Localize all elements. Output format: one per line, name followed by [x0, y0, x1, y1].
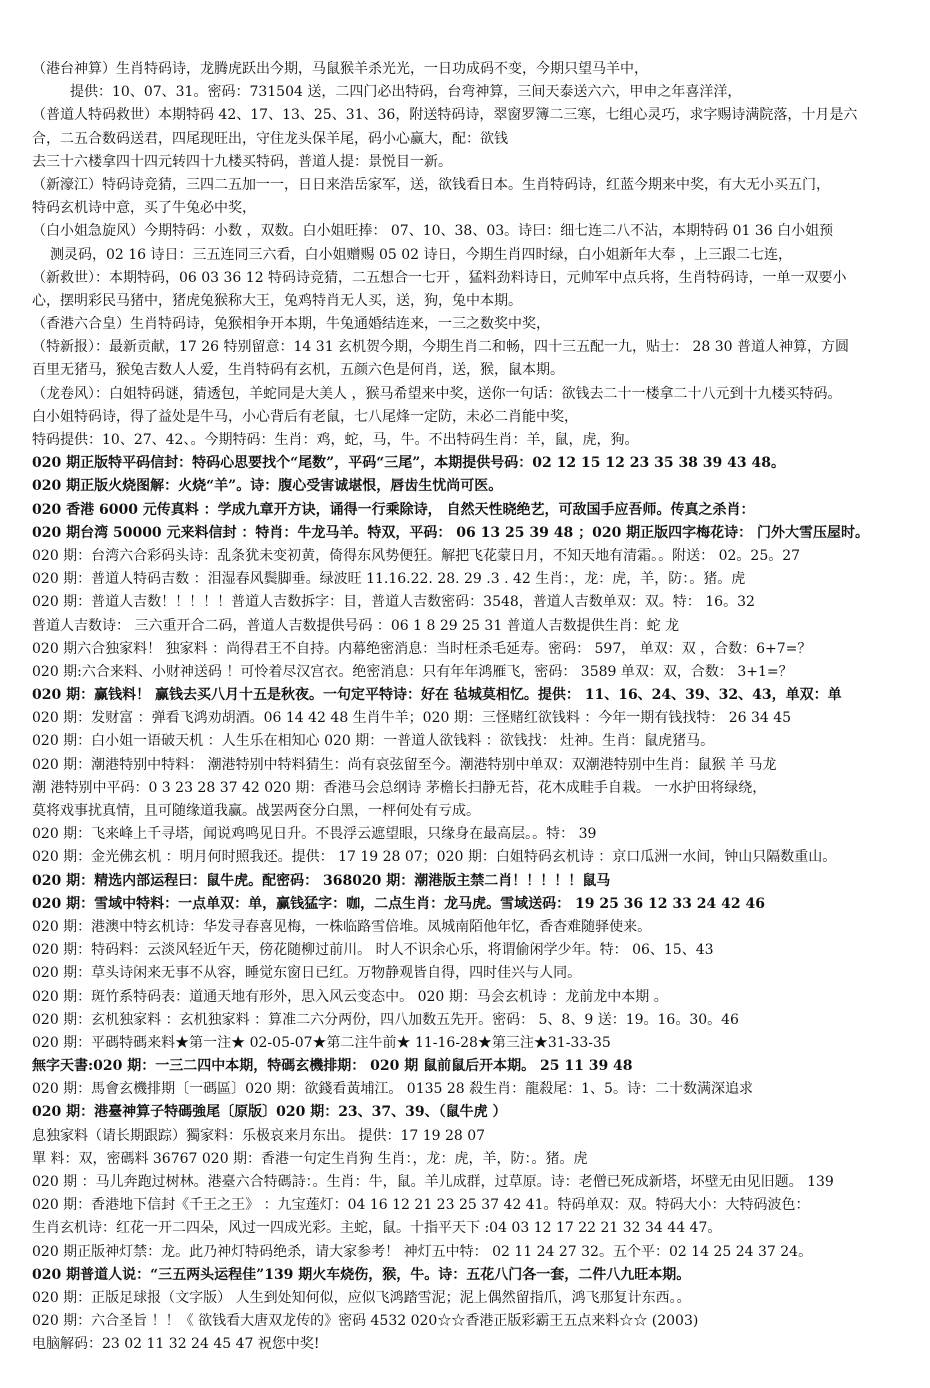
text-line: 020 期：飞来峰上千寻塔，闻说鸡鸣见日升。不畏浮云遮望眼，只缘身在最高层。。特： 39: [32, 826, 597, 843]
text-line: 020 期：台湾六合彩码头诗：乱条犹未变初黄，倚得东风势便狂。解把飞花蒙日月，不知天地有清霜。。附送： 02。25。27: [32, 547, 801, 564]
text-line: 020 期：平碼特碼来料★第一注★ 02-05-07★第二注牛前★ 11-16-28★第三注★31-33-35: [32, 1034, 611, 1051]
text-line: （新濠江）特码诗竞猜，三四二五加一一，日日来浩岳家军，送，欲钱看日本。生肖特码诗，红蓝今期来中奖，有大无小买五门，: [32, 176, 830, 193]
text-line: 020 期：普道人特码吉数 ：泪湿春风鬓脚垂。绿波旺 11.16.22. 28. 29 .3 . 42 生肖：，龙：虎，羊，防：。猪。虎: [32, 571, 746, 588]
text-line: 020 期：草头诗闲来无事不从容，睡觉东窗日已红。万物静观皆自得，四时佳兴与人同。: [32, 965, 582, 982]
text-line: 020 期：馬會玄機排期〔一碼區〕020 期：欲錢看黃埔江。 0135 28 殺生肖：龍殺尾：1、5。诗：二十数满深追求: [32, 1081, 753, 1098]
text-line: 生肖玄机诗：红花一开二四朵，风过一四成光彩。主蛇，鼠。十指平天下 :04 03 12 17 22 21 32 34 44 47。: [32, 1220, 722, 1237]
text-line: 电脑解码：23 02 11 32 24 45 47 祝您中奖!: [32, 1336, 320, 1353]
text-line: 息独家料（请长期跟踪）獨家料：乐极哀来月东出。 提供：17 19 28 07: [32, 1127, 486, 1144]
text-line: 020 期普道人说：“三五两头运程佳”139 期火车烧伤，猴，牛。诗：五花八门各一套，二件八九旺本期。: [32, 1266, 691, 1283]
text-line: 合，二五合数码送君，四尾现旺出，守住龙头保羊尾，码小心赢大，配：欲钱: [32, 130, 508, 147]
text-line: 莫将戏事扰真情，且可随缘道我赢。战罢两奁分白黑，一枰何处有亏成。: [32, 803, 480, 819]
lottery-text-document: [32, 58, 912, 1357]
text-line: 去三十六楼拿四十四元转四十九楼买特码，普道人提：景悦目一新。: [32, 153, 452, 170]
text-line: 心，摆明彩民马猪中，猪虎兔猴称大王，兔鸡特肖无人买，送，狗，兔中本期。: [32, 292, 522, 309]
text-line: 020 期：玄机独家料 ：玄机独家料 ：算准二六分两份，四八加数五先开。密码： 5、8、9 送：19。16。30。46: [32, 1011, 739, 1028]
text-line: 潮 港特别中平码：0 3 23 28 37 42 020 期：香港马会总纲诗 茅檐长扫静无苔，花木成畦手自栽。 一水护田将绿绕，: [32, 779, 767, 796]
text-line: 020 期正版火烧图解：火烧“羊”。诗：腹心受害诚堪恨，唇齿生忧尚可医。: [32, 478, 503, 495]
text-line: 020 期：特码料：云淡风轻近午天，傍花随柳过前川。 时人不识余心乐，将谓偷闲学少年。特： 06、15、43: [32, 942, 714, 959]
text-line: 020 期：金光佛玄机 ：明月何时照我还。提供： 17 19 28 07；020 期：白姐特码玄机诗 ：京口瓜洲一水间，钟山只隔数重山。: [32, 849, 837, 866]
text-line: 020 期：港臺神算子特碼強尾〔原版〕020 期：23、37、39、（鼠牛虎 ）: [32, 1104, 507, 1121]
text-line: 百里无猪马，猴兔吉数人人爱，生肖特码有玄机，五颜六色是何肖，送，猴，鼠本期。: [32, 362, 564, 379]
text-line: 單 料：双，密碼料 36767 020 期：香港一句定生肖狗 生肖：，龙：虎，羊，防：。猪。虎: [32, 1150, 588, 1167]
text-line: 020 期：发财富 ：弹看飞鸿劝胡酒。06 14 42 48 生肖牛羊；020 期：三怪赌红欲钱料 ：今年一期有钱找特： 26 34 45: [32, 710, 792, 727]
text-line: （特新报）：最新贡献，17 26 特别留意：14 31 玄机贺今期，今期生肖二和畅，四十三五配一九，贴士： 28 30 普道人神算，方圆: [32, 339, 850, 356]
text-line: 無字天書:020 期：一三二四中本期，特碼玄機排期： 020 期 鼠前鼠后开本期。 25 11 39 48: [32, 1058, 633, 1075]
text-line: 020 期：白小姐一语破天机 ：人生乐在相知心 020 期：一普道人欲钱料 ：欲钱找： 灶神。生肖：鼠虎猪马。: [32, 733, 715, 750]
text-line: 020 期正版神灯禁：龙。此乃神灯特码绝杀，请大家参考！ 神灯五中特： 02 11 24 27 32。五个平：02 14 25 24 37 24。: [32, 1243, 813, 1260]
text-line: （普道人特码救世）本期特码 42、17、13、25、31、36，附送特码诗，翠窗罗簿二三寒，七组心灵巧，求字赐诗满院落，十月是六: [32, 107, 858, 124]
text-line: 020 期台湾 50000 元来料信封 ：特肖：牛龙马羊。特双，平码： 06 13 25 39 48 ；020 期正版四字梅花诗： 门外大雪压屋时。: [32, 524, 870, 541]
text-line: 020 期：精选内部运程曰：鼠牛虎。配密码： 368020 期：潮港版主禁二肖！！！！！鼠马: [32, 872, 611, 889]
text-line: 020 期：六合圣旨 ！！《 欲钱看大唐双龙传的》密码 4532 020☆☆香港正版彩霸王五点来料☆☆ (2003): [32, 1313, 699, 1330]
text-line: （香港六合皇）生肖特码诗，兔猴相争开本期，牛兔通婚结连来，一三之数奖中奖，: [32, 316, 550, 333]
text-line: 特码提供：10、27、42、。今期特码：生肖：鸡，蛇，马，牛。不出特码生肖：羊，鼠，虎，狗。: [32, 432, 639, 448]
text-line: 020 香港 6000 元传真料 ：学成九章开方诀，诵得一行乘除诗， 自然天性晓绝艺，可敌国手应吾师。传真之杀肖：: [32, 501, 755, 518]
text-line: 020 期：正版足球报（文字版） 人生到处知何似，应似飞鸿踏雪泥；泥上偶然留指爪，鸿飞那复计东西。。: [32, 1289, 691, 1306]
text-line: （龙卷风）：白姐特码谜，猜透包，羊蛇同是大美人 ，猴马希望来中奖，送你一句话：欲钱去二十一楼拿二十八元到十九楼买特码。: [32, 385, 842, 402]
text-line: （港台神算）生肖特码诗，龙腾虎跃出今期，马鼠猴羊杀光光，一日功成码不变，今期只望马羊中，: [32, 61, 648, 77]
text-line: 020 期：香港地下信封《千王之王》 ：九宝莲灯：04 16 12 21 23 25 37 42 41。特码单双：双。特码大小：大特码波色：: [32, 1197, 810, 1214]
text-line: （白小姐急旋风）今期特码：小数 ，双数。白小姐旺捧： 07、10、38、03。诗曰：细七连二八不沾，本期特码 01 36 白小姐预: [32, 223, 834, 240]
text-line: 020 期：普道人吉数！！！！！普道人吉数拆字：目，普道人吉数密码：3548，普道人吉数单双：双。特： 16。32: [32, 594, 755, 611]
text-line: 020 期:六合来料、小财神送码 ！可怜着尽汉宫衣。绝密消息：只有年年鸿雁飞，密码： 3589 单双：双，合数： 3+1=？: [32, 663, 793, 680]
text-line: 白小姐特码诗，得了益处是牛马，小心背后有老鼠，七八尾烽一定防，未必二肖能中奖，: [32, 408, 578, 425]
text-line: 020 期 ：马儿奔跑过树林。港臺六合特碼詩：。生肖：牛，鼠。羊儿成群，过草原。诗：老僧已死成新塔，坏壁无由见旧题。 139: [32, 1174, 834, 1190]
text-line: 普道人吉数诗： 三六重开合二码，普道人吉数提供号码 ：06 1 8 29 25 31 普道人吉数提供生肖：蛇 龙: [32, 617, 680, 634]
text-line: 020 期：斑竹系特码表：道通天地有形外，思入风云变态中。 020 期：马会玄机诗 ：龙前龙中本期 。: [32, 988, 668, 1005]
text-line: （新救世）：本期特码，06 03 36 12 特码诗竞猜，二五想合一七开 ，猛料劲料诗日，元帅军中点兵将，生肖特码诗，一单一双要小: [32, 269, 847, 286]
text-line: 020 期六合独家料！ 独家料 ：尚得君王不自持。内幕绝密消息：当时枉杀毛延寿。密码： 597， 单双：双 ，合数：6+7=？: [32, 640, 812, 657]
text-line: 020 期：潮港特别中特料： 潮港特别中特料猜生：尚有哀弦留至今。潮港特别中单双：双潮港特别中生肖：鼠猴 羊 马龙: [32, 756, 777, 773]
text-line: 特码玄机诗中意，买了牛兔必中奖，: [32, 200, 256, 217]
text-line: 020 期：港澳中特玄机诗：华发寻春喜见梅，一株临路雪倍堆。凤城南陌他年忆，香杳难随驿使来。: [32, 918, 652, 935]
text-line: 提供：10、07、31。密码：731504 送，二四门必出特码，台弯神算，三间天泰送六六，甲申之年喜洋洋，: [70, 84, 742, 101]
text-line: 测灵码，02 16 诗日：三五连同三六看，白小姐赠赐 05 02 诗日，今期生肖四时绿，白小姐新年大奉 ，上三跟二七连，: [50, 246, 792, 263]
text-line: 020 期：赢钱料！ 赢钱去买八月十五是秋夜。一句定平特诗：好在 毡城莫相忆。提供： 11、16、24、39、32、43，单双：单: [32, 687, 842, 704]
text-line: 020 期：雪域中特料：一点单双：单，赢钱猛字：咖，二点生肖：龙马虎。雪域送码： 19 25 36 12 33 24 42 46: [32, 895, 765, 912]
text-line: 020 期正版特平码信封：特码心思要找个“尾数”，平码“三尾”，本期提供号码：02 12 15 12 23 35 38 39 43 48。: [32, 455, 785, 472]
